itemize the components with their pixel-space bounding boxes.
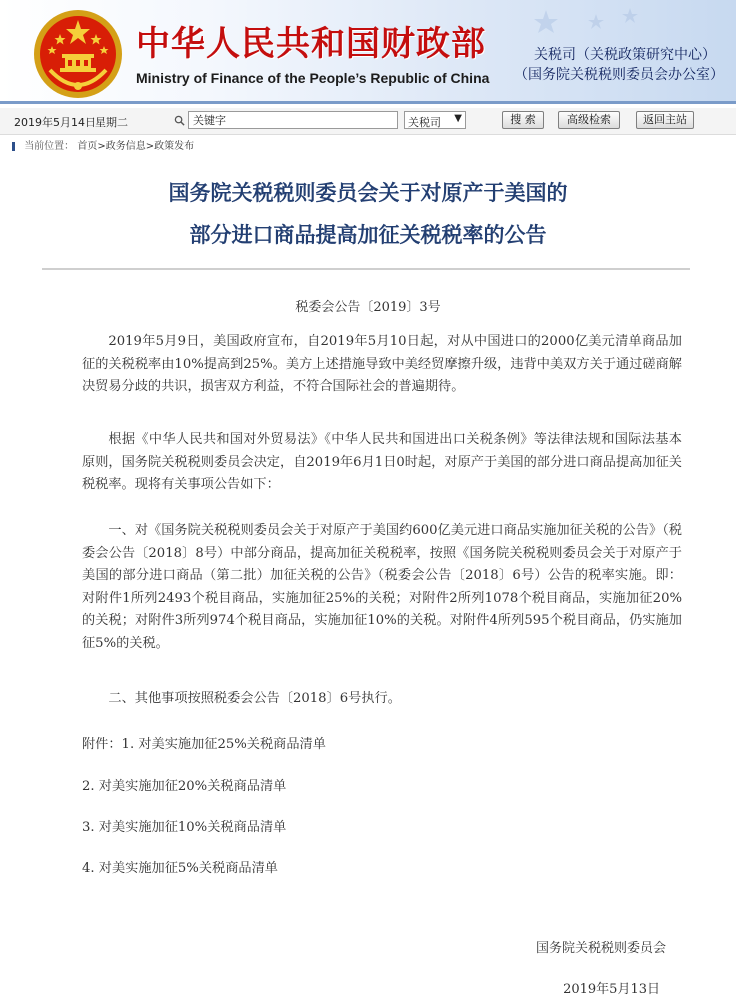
issue-date: 2019年5月13日	[563, 982, 660, 997]
breadcrumb-news-link[interactable]: 政务信息	[105, 141, 146, 152]
attachment-4: 4. 对美实施加征5%关税商品清单	[82, 861, 278, 876]
department-subtitle: （国务院关税税则委员会办公室）	[514, 67, 724, 83]
document-title-line1: 国务院关税税则委员会关于对原产于美国的	[168, 181, 568, 205]
top-toolbar	[0, 108, 736, 135]
breadcrumb-policy-link[interactable]: 政策发布	[154, 141, 195, 152]
attachment-1: 附件：1. 对美实施加征25%关税商品清单	[82, 737, 326, 752]
current-date: 2019年5月14日	[14, 116, 96, 129]
dropdown-arrow-icon: ▼	[454, 113, 462, 124]
section-select-value: 关税司	[408, 116, 441, 129]
current-weekday: 星期二	[95, 116, 128, 129]
ministry-name-english: Ministry of Finance of the People’s Republic of China	[136, 70, 490, 86]
national-emblem-icon	[32, 8, 124, 100]
ministry-name-chinese: 中华人民共和国财政部	[136, 24, 486, 64]
back-to-main-site-button[interactable]: 返回主站	[636, 111, 694, 129]
paragraph-3: 一、对《国务院关税税则委员会关于对原产于美国约600亿美元进口商品实施加征关税的公告》（税委会公告〔2018〕8号）中部分商品，提高加征关税税率，按照《国务院关税税则委员会关于对原产于美国的部分进口商品（第二批）加征关税的公告》（税委会公告〔2018〕6号）公告的税率实施。即：对附件1所列2493个税目商品，实施加征25%的关税；对附件2所列1078个税目商品，实施加征20%的关税；对附件3所列974个税目商品，实施加征10%的关税。对附件4所列595个税目商品，仍实施加征5%的关税。	[82, 523, 682, 651]
paragraph-4: 二、其他事项按照税委会公告〔2018〕6号执行。	[108, 691, 401, 706]
search-input[interactable]	[188, 111, 398, 129]
search-icon	[174, 115, 185, 126]
site-header-banner	[0, 0, 736, 104]
issuer-signature: 国务院关税税则委员会	[535, 941, 666, 956]
attachment-3: 3. 对美实施加征10%关税商品清单	[82, 820, 287, 835]
department-name: 关税司（关税政策研究中心）	[534, 47, 716, 63]
paragraph-1: 2019年5月9日，美国政府宣布，自2019年5月10日起，对从中国进口的2000亿美元清单商品加征的关税税率由10%提高到25%。美方上述措施导致中美经贸摩擦升级，违背中美双方关于通过磋商解决贸易分歧的共识，损害双方利益，不符合国际社会的普遍期待。	[82, 334, 682, 394]
document-title-line2: 部分进口商品提高加征关税税率的公告	[189, 223, 547, 247]
breadcrumb-home-link[interactable]: 首页	[77, 141, 98, 152]
paragraph-2: 根据《中华人民共和国对外贸易法》《中华人民共和国进出口关税条例》等法律法规和国际法基本原则，国务院关税税则委员会决定，自2019年6月1日0时起，对原产于美国的部分进口商品提高加征关税税率。现将有关事项公告如下：	[82, 432, 682, 492]
breadcrumb-separator: >	[145, 141, 155, 152]
decorative-stars-icon	[526, 6, 646, 46]
attachment-2: 2. 对美实施加征20%关税商品清单	[82, 779, 287, 794]
section-select[interactable]	[404, 111, 466, 129]
breadcrumb-separator: >	[97, 141, 106, 152]
breadcrumb-label: 当前位置：	[24, 141, 75, 152]
breadcrumb-bullet-icon	[12, 142, 15, 151]
breadcrumb	[12, 137, 194, 153]
document-number: 税委会公告〔2019〕3号	[295, 300, 441, 315]
search-button[interactable]: 搜 索	[502, 111, 544, 129]
advanced-search-button[interactable]: 高级检索	[558, 111, 620, 129]
title-divider	[42, 268, 690, 270]
